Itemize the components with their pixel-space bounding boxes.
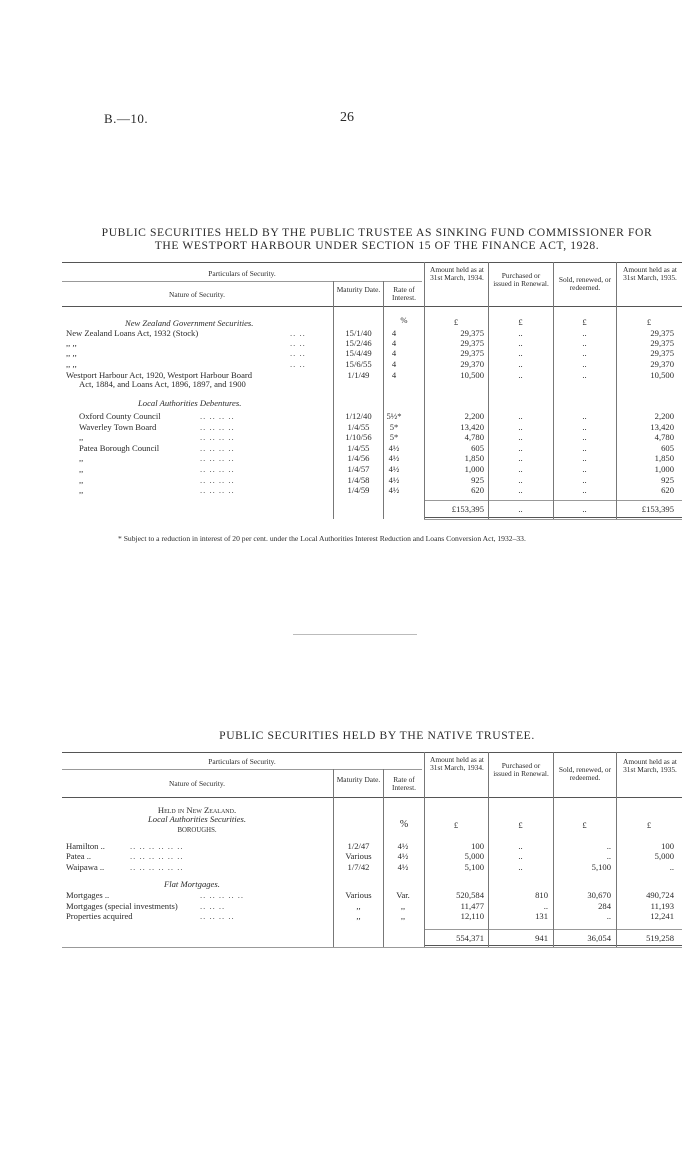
cell-rate: Var. <box>396 890 410 900</box>
table2-total-purchased: 941 <box>535 933 548 943</box>
cell-rate: 4 <box>391 328 397 338</box>
table1-unit-a34: £ <box>453 317 459 327</box>
table2-heading-local: Local Authorities Securities. <box>148 814 246 824</box>
cell-a35: .. <box>669 861 674 872</box>
cell-a34: 1,850 <box>464 453 484 464</box>
cell-rate: 4½ <box>388 442 400 453</box>
table1-unit-rate: % <box>400 315 408 325</box>
cell-nature: Hamilton .. <box>66 841 105 851</box>
cell-sold: .. <box>582 432 587 443</box>
table1-col-amount1934: Amount held as at 31st March, 1934. <box>430 265 484 282</box>
cell-nature: Mortgages (special investments) <box>66 900 178 911</box>
cell-nature: Waipawa .. <box>66 861 105 872</box>
cell-a35: 11,193 <box>650 900 674 911</box>
cell-sold: .. <box>582 485 587 496</box>
cell-purchased: .. <box>543 900 548 911</box>
table1-col-purchased: Purchased or issued in Renewal. <box>493 271 549 288</box>
table1-westport-line1: Westport Harbour Act, 1920, Westport Harbour Board <box>66 370 253 380</box>
cell-nature: ,, ,, <box>66 348 77 359</box>
cell-nature: ,, ,, <box>66 338 77 349</box>
cell-maturity: 15/1/40 <box>345 328 372 338</box>
cell-nature: Properties acquired <box>66 911 133 922</box>
cell-nature: ,, <box>79 474 84 485</box>
table1-westport-purchased: .. <box>518 370 523 380</box>
cell-rate: 4½ <box>397 861 409 872</box>
table2-unit-sold: £ <box>582 820 587 830</box>
cell-dots: .. .. .. <box>200 900 226 911</box>
table1-section-local: Local Authorities Debentures. <box>138 398 242 408</box>
cell-sold: .. <box>606 841 611 851</box>
table1-col-amount1935: Amount held as at 31st March, 1935. <box>623 265 677 282</box>
cell-a34: 520,584 <box>456 890 484 900</box>
cell-a34: 29,370 <box>460 358 484 369</box>
cell-a35: 4,780 <box>654 432 674 443</box>
table1-title-line1: PUBLIC SECURITIES HELD BY THE PUBLIC TRUSTEE AS SINKING FUND COMMISSIONER FOR <box>101 226 653 239</box>
document-code: B.—10. <box>104 111 149 126</box>
cell-rate: 4 <box>391 358 397 369</box>
cell-nature: Oxford County Council <box>79 411 161 421</box>
cell-sold: .. <box>582 453 587 464</box>
cell-maturity: 1/10/56 <box>345 432 372 443</box>
table1-section-government: New Zealand Government Securities. <box>125 318 254 328</box>
cell-a34: 605 <box>471 442 484 453</box>
cell-sold: .. <box>582 474 587 485</box>
table2-col-rate: Rate of Interest. <box>391 775 416 792</box>
table1-westport-line2: Act, 1884, and Loans Act, 1896, 1897, and 1900 <box>79 379 246 389</box>
cell-a35: 100 <box>661 841 674 851</box>
table2-title: PUBLIC SECURITIES HELD BY THE NATIVE TRUSTEE. <box>219 729 535 742</box>
cell-sold: 30,670 <box>587 890 611 900</box>
cell-dots: .. .. .. .. <box>200 442 235 453</box>
cell-dots: .. .. .. .. .. .. <box>130 861 184 872</box>
table2-unit-purchased: £ <box>518 820 523 830</box>
cell-sold: .. <box>582 338 587 349</box>
cell-maturity: 1/4/55 <box>347 421 370 432</box>
table1-col-sold: Sold, renewed, or redeemed. <box>558 275 612 292</box>
cell-purchased: .. <box>518 464 523 474</box>
table1-westport-sold: .. <box>582 370 587 380</box>
cell-dots: .. .. .. .. <box>200 453 235 464</box>
cell-a34: 925 <box>471 474 484 485</box>
cell-purchased: .. <box>518 485 523 496</box>
cell-a35: 12,241 <box>650 911 674 922</box>
cell-purchased: .. <box>518 421 523 432</box>
cell-dots: .. .. .. .. .. .. <box>130 851 184 862</box>
cell-a34: 29,375 <box>460 348 484 359</box>
table2-total-sold: 36,054 <box>587 933 611 943</box>
table1-col-nature: Nature of Security. <box>169 290 225 299</box>
cell-sold: .. <box>582 421 587 432</box>
table1-total-a34: £153,395 <box>451 504 484 514</box>
table1-westport-rate: 4 <box>391 370 397 380</box>
cell-dots: .. .. .. .. <box>200 432 235 443</box>
cell-nature: ,, <box>79 432 84 443</box>
cell-purchased: 131 <box>535 911 548 922</box>
table2-col-sold: Sold, renewed, or redeemed. <box>558 765 612 782</box>
cell-a35: 29,375 <box>650 328 674 338</box>
cell-sold: 5,100 <box>591 861 611 872</box>
cell-a35: 13,420 <box>650 421 674 432</box>
cell-a34: 100 <box>471 841 484 851</box>
table2-heading-held: Held in New Zealand. <box>157 805 237 815</box>
cell-rate: ,, <box>400 900 406 911</box>
cell-maturity: 1/4/59 <box>347 485 370 496</box>
cell-a35: 605 <box>661 442 674 453</box>
cell-rate: 4½ <box>388 474 400 485</box>
cell-a34: 5,100 <box>464 861 484 872</box>
table2-unit-rate: % <box>399 819 409 830</box>
cell-a34: 5,000 <box>464 851 484 862</box>
cell-purchased: .. <box>518 411 523 421</box>
cell-rate: 5½* <box>386 411 402 421</box>
table1-col-maturity: Maturity Date. <box>336 285 381 294</box>
cell-dots: .. .. <box>290 358 306 369</box>
cell-a34: 13,420 <box>460 421 484 432</box>
table2-col-group: Particulars of Security. <box>208 757 276 766</box>
cell-maturity: 1/4/56 <box>347 453 370 464</box>
cell-sold: .. <box>606 851 611 862</box>
table1-col-rate: Rate of Interest. <box>391 285 416 302</box>
cell-rate: 4½ <box>397 851 409 862</box>
cell-sold: .. <box>582 464 587 474</box>
table2-col-purchased: Purchased or issued in Renewal. <box>493 761 549 778</box>
table1-westport-maturity: 1/1/49 <box>347 370 370 380</box>
cell-sold: .. <box>582 411 587 421</box>
cell-nature: New Zealand Loans Act, 1932 (Stock) <box>66 328 199 338</box>
table1-title-line2: THE WESTPORT HARBOUR UNDER SECTION 15 OF THE FINANCE ACT, 1928. <box>154 239 600 252</box>
cell-maturity: 1/2/47 <box>347 841 370 851</box>
cell-rate: 4 <box>391 338 397 349</box>
cell-purchased: .. <box>518 358 523 369</box>
cell-purchased: .. <box>518 851 523 862</box>
cell-dots: .. .. <box>290 338 306 349</box>
table1-total-sold: .. <box>582 504 587 514</box>
table1-col-group: Particulars of Security. <box>208 269 276 278</box>
cell-purchased: .. <box>518 328 523 338</box>
cell-maturity: 15/2/46 <box>345 338 372 349</box>
table2-col-amount1935: Amount held as at 31st March, 1935. <box>623 757 677 774</box>
cell-purchased: .. <box>518 474 523 485</box>
section-separator <box>293 634 417 635</box>
cell-maturity: Various <box>345 851 372 862</box>
table2-col-nature: Nature of Security. <box>169 779 225 788</box>
cell-a34: 29,375 <box>460 328 484 338</box>
cell-maturity: 1/4/55 <box>347 442 370 453</box>
cell-a35: 620 <box>661 485 674 496</box>
cell-nature: ,, ,, <box>66 358 77 369</box>
cell-purchased: .. <box>518 861 523 872</box>
cell-maturity: 1/4/58 <box>347 474 370 485</box>
cell-a34: 11,477 <box>460 900 484 911</box>
cell-maturity: ,, <box>356 911 361 922</box>
cell-dots: .. .. .. .. <box>200 485 235 496</box>
cell-nature: Waverley Town Board <box>79 421 157 432</box>
cell-sold: .. <box>582 348 587 359</box>
table1-total-purchased: .. <box>518 504 523 514</box>
cell-maturity: 1/12/40 <box>345 411 372 421</box>
page-number: 26 <box>340 110 354 125</box>
cell-purchased: .. <box>518 348 523 359</box>
cell-rate: 4½ <box>388 464 400 474</box>
cell-dots: .. .. <box>290 328 306 338</box>
cell-purchased: 810 <box>535 890 548 900</box>
cell-rate: 5* <box>389 432 399 443</box>
table2-heading-mortgages: Flat Mortgages. <box>164 879 220 889</box>
cell-maturity: ,, <box>356 900 361 911</box>
cell-a34: 4,780 <box>464 432 484 443</box>
cell-dots: .. .. .. .. <box>200 911 235 922</box>
cell-rate: 4½ <box>397 841 409 851</box>
cell-sold: .. <box>582 358 587 369</box>
cell-nature: ,, <box>79 453 84 464</box>
table2-col-amount1934: Amount held as at 31st March, 1934. <box>430 755 484 772</box>
cell-a34: 2,200 <box>464 411 484 421</box>
cell-purchased: .. <box>518 442 523 453</box>
cell-a35: 5,000 <box>654 851 674 862</box>
cell-rate: 4 <box>391 348 397 359</box>
cell-maturity: 1/4/57 <box>347 464 370 474</box>
cell-a35: 29,370 <box>650 358 674 369</box>
cell-sold: .. <box>606 911 611 922</box>
cell-dots: .. .. .. .. .. <box>200 890 245 900</box>
cell-nature: ,, <box>79 485 84 496</box>
table1-footnote: * Subject to a reduction in interest of 20 per cent. under the Local Authorities Interest Reduction and Loans Conversion Act, 1932–33. <box>118 534 526 543</box>
cell-rate: 4½ <box>388 485 400 496</box>
cell-nature: ,, <box>79 464 84 474</box>
cell-maturity: Various <box>345 890 372 900</box>
table2-unit-a34: £ <box>453 820 459 830</box>
cell-purchased: .. <box>518 338 523 349</box>
cell-a34: 29,375 <box>460 338 484 349</box>
cell-a35: 29,375 <box>650 348 674 359</box>
cell-a34: 1,000 <box>464 464 484 474</box>
table1-unit-a35: £ <box>646 317 652 327</box>
cell-dots: .. .. .. .. <box>200 411 235 421</box>
table1-westport-a34: 10,500 <box>460 370 484 380</box>
cell-rate: ,, <box>400 911 406 922</box>
table2-total-a35: 519,258 <box>646 933 674 943</box>
cell-a35: 1,000 <box>654 464 674 474</box>
cell-sold: .. <box>582 442 587 453</box>
table1-unit-purchased: £ <box>518 317 523 327</box>
cell-a35: 2,200 <box>654 411 674 421</box>
table2-unit-a35: £ <box>646 820 652 830</box>
cell-maturity: 15/4/49 <box>345 348 372 359</box>
cell-dots: .. .. .. .. .. .. <box>130 841 184 851</box>
cell-sold: .. <box>582 328 587 338</box>
cell-nature: Patea .. <box>66 851 92 862</box>
table1-total-a35: £153,395 <box>641 504 674 514</box>
cell-dots: .. .. .. .. <box>200 421 235 432</box>
cell-sold: 284 <box>598 900 611 911</box>
table2-heading-boroughs: BOROUGHS. <box>177 827 217 834</box>
cell-nature: Patea Borough Council <box>79 442 160 453</box>
table1-unit-sold: £ <box>582 317 587 327</box>
table2-col-maturity: Maturity Date. <box>336 775 381 784</box>
cell-dots: .. .. <box>290 348 306 359</box>
cell-purchased: .. <box>518 841 523 851</box>
cell-a34: 620 <box>471 485 484 496</box>
cell-maturity: 1/7/42 <box>347 861 370 872</box>
cell-dots: .. .. .. .. <box>200 474 235 485</box>
cell-rate: 5* <box>389 421 399 432</box>
table2-total-a34: 554,371 <box>456 933 484 943</box>
cell-a34: 12,110 <box>460 911 484 922</box>
cell-purchased: .. <box>518 453 523 464</box>
cell-a35: 1,850 <box>654 453 674 464</box>
cell-dots: .. .. .. .. <box>200 464 235 474</box>
cell-a35: 29,375 <box>650 338 674 349</box>
table1-westport-a35: 10,500 <box>650 370 674 380</box>
cell-maturity: 15/6/55 <box>345 358 372 369</box>
cell-nature: Mortgages .. <box>66 890 110 900</box>
cell-purchased: .. <box>518 432 523 443</box>
cell-a35: 490,724 <box>646 890 674 900</box>
cell-rate: 4½ <box>388 453 400 464</box>
cell-a35: 925 <box>661 474 674 485</box>
